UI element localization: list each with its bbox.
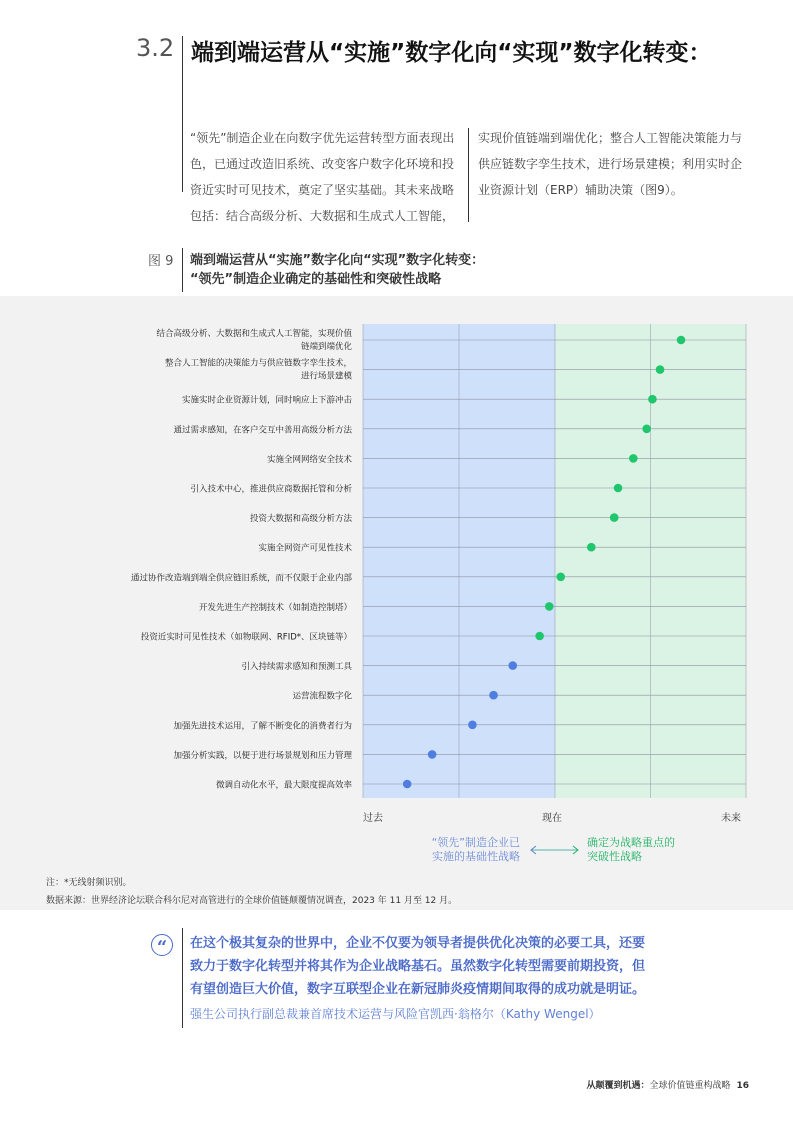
strategy-label: 运营流程数字化 [292,691,352,702]
quote-text-line-2: 致力于数字化转型并将其作为企业战略基石。虽然数字化转型需要前期投资，但 [190,959,646,974]
strategy-point-foundational [508,661,517,670]
page-footer [586,1078,749,1091]
strategy-label: 引入持续需求感知和预测工具 [241,662,352,673]
strategy-point-breakthrough [677,336,686,345]
strategy-point-foundational [403,780,412,789]
strategy-label: 链端到端优化 [300,342,352,352]
strategy-label: 加强先进技术运用，了解不断变化的消费者行为 [173,721,352,732]
header-divider [182,36,183,192]
footer-report-title: 从颠覆到机遇： [586,1081,650,1091]
page-number: 16 [736,1081,749,1091]
figure-divider [182,248,183,292]
strategy-point-breakthrough [545,602,554,611]
strategy-label: 实施全网网络安全技术 [266,454,352,465]
x-tick-label: 现在 [542,813,562,824]
data-source: 数据来源：世界经济论坛联合科尔尼对高管进行的全球价值链颠覆情况调查，2023 年 11 月至 12 月。 [46,896,458,906]
strategy-label: 结合高级分析、大数据和生成式人工智能，实现价值 [156,329,352,339]
x-tick-label: 过去 [363,813,383,824]
figure-title-line-1: 端到端运营从“实施”数字化向“实现”数字化转变： [190,253,485,268]
intro-paragraph-right: 实现价值链端到端优化；整合人工智能决策能力与供应链数字孪生技术，进行场景建模；利用实时企业资源计划（ERP）辅助决策（图9）。 [478,131,743,197]
zone-label-line-1: “领先”制造企业已 [431,836,520,849]
strategy-label: 通过协作改造端到端全供应链旧系统，而不仅限于企业内部 [130,573,352,584]
strategy-label: 整合人工智能的决策能力与供应链数字孪生技术， [164,358,352,369]
quote-text-line-1: 在这个极其复杂的世界中，企业不仅要为领导者提供优化决策的必要工具，还要 [190,936,646,951]
footer-report-subtitle: 全球价值链重构战略 [649,1081,731,1091]
strategy-point-breakthrough [629,454,638,463]
zone-label-line-1: 确定为战略重点的 [587,836,675,849]
section-title: 端到端运营从“实施”数字化向“实现”数字化转变： [191,40,712,66]
strategy-label: 投资近实时可见性技术（如物联网、RFID*、区块链等） [140,632,352,643]
strategy-point-breakthrough [610,513,619,522]
quote-text-line-3: 有望创造巨大价值，数字互联型企业在新冠肺炎疫情期间取得的成功就是明证。 [190,982,646,997]
strategy-label: 加强分析实践，以便于进行场景规划和压力管理 [173,750,352,761]
x-tick-label: 未来 [721,813,741,824]
strategy-label: 实施全网资产可见性技术 [258,543,352,554]
strategy-point-breakthrough [642,425,651,434]
zone-label-line-2: 突破性战略 [587,850,642,863]
strategy-label: 实施实时企业资源计划，同时响应上下游冲击 [181,395,352,406]
strategy-label: 开发先进生产控制技术（如制造控制塔） [198,602,352,613]
strategy-point-breakthrough [535,632,544,641]
zone-label-line-2: 实施的基础性战略 [432,850,520,863]
quote-divider [182,928,183,1028]
strategy-label: 进行场景建模 [300,371,352,382]
quote-mark-icon: “ [151,934,173,956]
column-divider [468,128,469,222]
strategy-point-breakthrough [648,395,657,404]
strategy-label: 投资大数据和高级分析方法 [249,514,352,525]
strategy-chart [0,296,793,876]
strategy-point-foundational [428,750,437,759]
intro-paragraph-left: “领先”制造企业在向数字优先运营转型方面表现出色，已通过改造旧系统、改变客户数字化环境和投资近实时可见技术，奠定了坚实基础。其未来战略包括：结合高级分析、大数据和生成式人工智能， [190,131,455,223]
strategy-point-foundational [468,721,477,730]
strategy-point-breakthrough [656,365,665,374]
strategy-label: 通过需求感知，在客户交互中善用高级分析方法 [173,425,352,436]
strategy-label: 微调自动化水平，最大限度提高效率 [215,780,352,791]
figure-title-line-2: “领先”制造企业确定的基础性和突破性战略 [190,272,442,287]
chart-footnote: 注：*无线射频识别。 [46,878,132,888]
strategy-point-breakthrough [587,543,596,552]
figure-label: 图 9 [148,254,174,269]
strategy-point-breakthrough [556,573,565,582]
strategy-label: 引入技术中心，推进供应商数据托管和分析 [190,484,352,495]
quote-attribution: 强生公司执行副总裁兼首席技术运营与风险官凯西·翁格尔（Kathy Wengel） [190,1007,601,1021]
section-number: 3.2 [136,34,175,62]
strategy-point-breakthrough [614,484,623,493]
strategy-point-foundational [489,691,498,700]
